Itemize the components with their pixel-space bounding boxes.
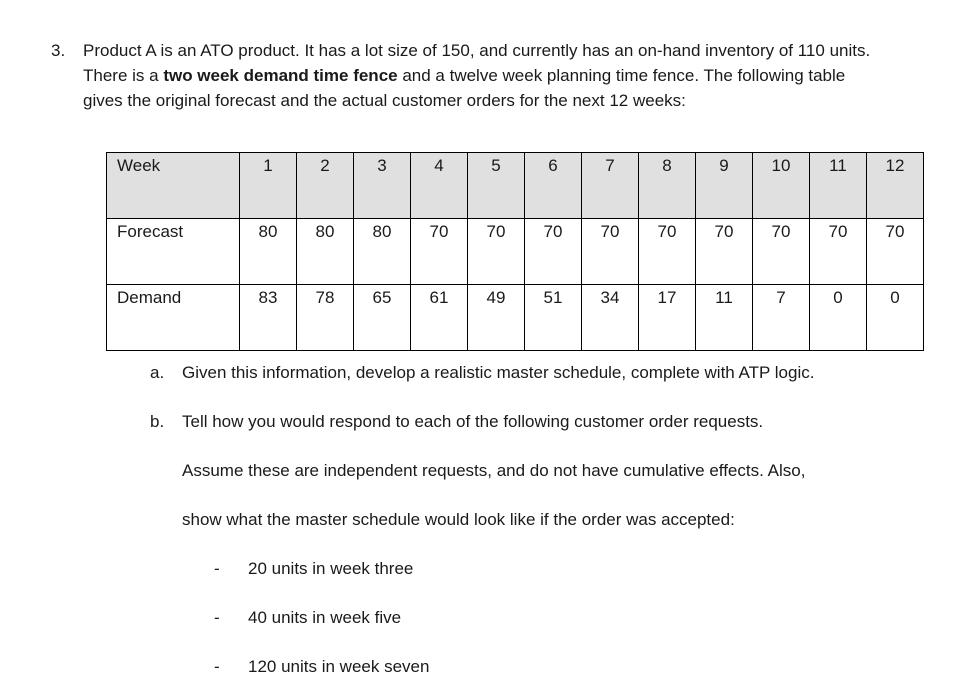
table-cell (639, 219, 696, 285)
table-cell (810, 285, 867, 351)
table-cell (582, 285, 639, 351)
table-cell (810, 219, 867, 285)
table-cell (582, 153, 639, 219)
question-text (83, 38, 883, 113)
table-cell-value: 11 (715, 288, 733, 307)
table-cell (582, 219, 639, 285)
row-label (107, 219, 240, 285)
table-cell-value: 70 (714, 222, 734, 241)
table-cell (411, 153, 468, 219)
table-cell-value: 10 (771, 156, 791, 175)
table-cell-value: 70 (771, 222, 791, 241)
row-label-text: Forecast (117, 222, 184, 241)
table-cell-value: 8 (662, 156, 672, 175)
part-b-instruction: show what the master schedule would look like if the order was accepted: (182, 510, 735, 529)
table-cell-value: 0 (890, 288, 900, 307)
table-cell-value: 61 (429, 288, 449, 307)
table-cell-value: 70 (600, 222, 620, 241)
table-cell (639, 285, 696, 351)
table-cell (240, 153, 297, 219)
table-cell (525, 219, 582, 285)
order-request-text: 40 units in week five (248, 608, 402, 627)
table-cell (867, 219, 924, 285)
table-cell-value: 80 (372, 222, 392, 241)
table-cell (696, 285, 753, 351)
table-cell-value: 7 (776, 288, 786, 307)
table-cell-value: 70 (657, 222, 677, 241)
order-request-text: 20 units in week three (248, 559, 414, 578)
table-cell-value: 70 (828, 222, 848, 241)
table-cell-value: 80 (258, 222, 278, 241)
table-cell-value: 83 (258, 288, 278, 307)
bullet-dash: - (214, 657, 220, 676)
table-cell-value: 5 (491, 156, 501, 175)
table-cell (240, 285, 297, 351)
table-cell-value: 2 (320, 156, 330, 175)
row-label-text: Week (117, 156, 161, 175)
row-label-text: Demand (117, 288, 182, 307)
table-cell (867, 285, 924, 351)
table-cell (753, 219, 810, 285)
table-cell (639, 153, 696, 219)
table-cell-value: 70 (543, 222, 563, 241)
table-cell (696, 219, 753, 285)
part-b-letter: b. (150, 412, 165, 431)
table-cell-value: 6 (548, 156, 558, 175)
table-cell (411, 285, 468, 351)
demand-time-fence-text: two week demand time fence (163, 66, 398, 85)
order-request-text: 120 units in week seven (248, 657, 430, 676)
part-b-assumption: Assume these are independent requests, and do not have cumulative effects. Also, (182, 461, 806, 480)
table-cell (297, 153, 354, 219)
table-cell (696, 153, 753, 219)
table-cell (810, 153, 867, 219)
bullet-dash: - (214, 559, 220, 578)
table-cell (411, 219, 468, 285)
table-row-week (107, 153, 924, 219)
table-cell (468, 153, 525, 219)
question-text-part1: Product A is an ATO product. It has a lot size of 150, and currently has an on-hand inventory of 110 units. There is a (83, 41, 871, 85)
table-cell-value: 12 (885, 156, 905, 175)
table-cell-value: 78 (315, 288, 335, 307)
table-cell-value: 17 (657, 288, 677, 307)
table-cell (297, 285, 354, 351)
table-cell (354, 219, 411, 285)
row-label (107, 153, 240, 219)
table-row-demand (107, 285, 924, 351)
table-cell-value: 4 (434, 156, 444, 175)
table-cell (468, 219, 525, 285)
table-row-forecast (107, 219, 924, 285)
part-a-letter: a. (150, 363, 165, 382)
table-cell-value: 49 (486, 288, 506, 307)
table-cell (240, 219, 297, 285)
table-cell (354, 285, 411, 351)
question-number: 3. (51, 41, 66, 60)
table-cell (867, 153, 924, 219)
table-cell-value: 80 (315, 222, 335, 241)
table-cell (753, 153, 810, 219)
table-cell-value: 9 (719, 156, 729, 175)
table-cell-value: 0 (833, 288, 843, 307)
table-cell-value: 1 (263, 156, 273, 175)
table-cell (297, 219, 354, 285)
table-cell (354, 153, 411, 219)
table-cell (468, 285, 525, 351)
table-cell (753, 285, 810, 351)
table-cell-value: 7 (605, 156, 615, 175)
table-cell-value: 3 (377, 156, 387, 175)
table-cell-value: 70 (486, 222, 506, 241)
table-cell (525, 285, 582, 351)
part-b-text: Tell how you would respond to each of the following customer order requests. (182, 412, 764, 431)
table-cell-value: 34 (600, 288, 620, 307)
table-cell-value: 65 (372, 288, 392, 307)
question-text-part2: and a twelve week planning time fence. The following table gives the original forecast and the actual customer orders for the next 12 weeks: (83, 66, 846, 110)
table-cell-value: 51 (543, 288, 563, 307)
part-a-text: Given this information, develop a realistic master schedule, complete with ATP logic. (182, 363, 815, 382)
table-cell-value: 70 (885, 222, 905, 241)
forecast-demand-table (106, 152, 924, 351)
bullet-dash: - (214, 608, 220, 627)
row-label (107, 285, 240, 351)
table-cell-value: 11 (829, 156, 847, 175)
table-cell (525, 153, 582, 219)
table-cell-value: 70 (429, 222, 449, 241)
